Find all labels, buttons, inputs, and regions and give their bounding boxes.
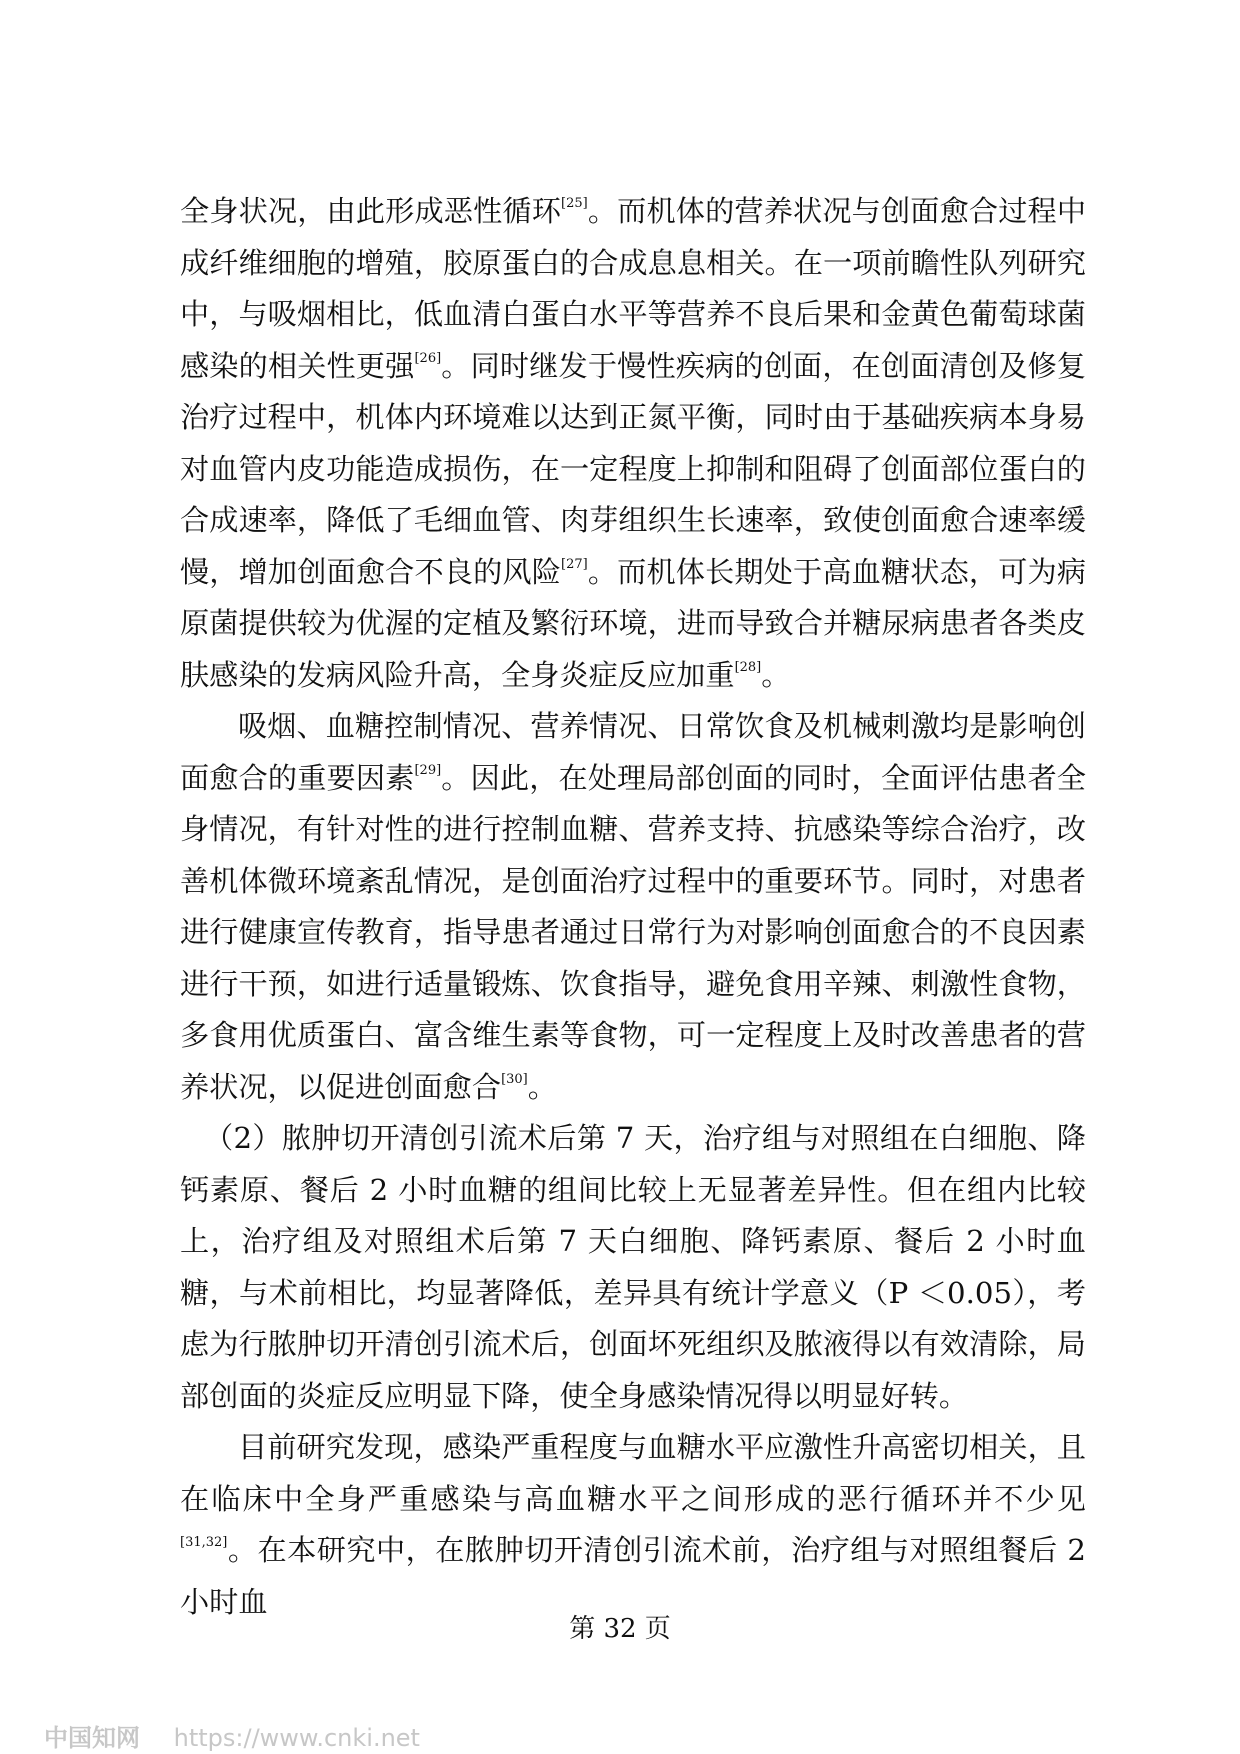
watermark-url: https://www.cnki.net <box>173 1724 420 1752</box>
citation-marker: [29] <box>414 762 442 778</box>
citation-marker: [30] <box>501 1071 528 1087</box>
page-number: 第 32 页 <box>569 1614 671 1644</box>
paragraph-text: 目前研究发现，感染严重程度与血糖水平应激性升高密切相关，且在临床中全身严重感染与高血糖水平之间形成的恶行循环并不少见 <box>180 1430 1086 1516</box>
paragraph-text: 。而机体长期处于高血糖状态，可为病原菌提供较为优渥的定植及繁衍环境，进而导致合并糖尿病患者各类皮肤感染的发病风险升高，全身炎症反应加重 <box>180 554 1087 692</box>
paragraph-text: 吸烟、血糖控制情况、营养情况、日常饮食及机械刺激均是影响创面愈合的重要因素 <box>180 709 1086 795</box>
citation-marker: [27] <box>561 556 588 572</box>
paragraph-text: 全身状况，由此形成恶性循环 <box>180 194 562 228</box>
page-body <box>180 186 1086 1628</box>
paragraph-text: 。而机体的营养状况与创面愈合过程中成纤维细胞的增殖，胶原蛋白的合成息息相关。在一项前瞻性队列研究中，与吸烟相比，低血清白蛋白水平等营养不良后果和金黄色葡萄球菌感染的相关性更强 <box>180 194 1087 383</box>
paragraph-text: 。 <box>761 657 791 692</box>
citation-marker: [28] <box>734 659 762 675</box>
paragraph-4 <box>180 1422 1086 1628</box>
citation-marker: [26] <box>414 350 442 366</box>
paragraph-text: 。 <box>527 1069 557 1104</box>
paragraph-text: 。在本研究中，在脓肿切开清创引流术前，治疗组与对照组餐后 2 小时血 <box>180 1533 1086 1619</box>
watermark-site-name: 中国知网 <box>44 1724 140 1752</box>
paragraph-text: 。因此，在处理局部创面的同时，全面评估患者全身情况，有针对性的进行控制血糖、营养支持、抗感染等综合治疗，改善机体微环境紊乱情况，是创面治疗过程中的重要环节。同时，对患者进行健康宣传教育，指导患者通过日常行为对影响创面愈合的不良因素进行干预，如进行适量锻炼、饮食指导，避免食用辛辣、刺激性食物，多食用优质蛋白、富含维生素等食物，可一定程度上及时改善患者的营养状况，以促进创面愈合 <box>180 760 1086 1104</box>
paragraph-text: 。同时继发于慢性疾病的创面，在创面清创及修复治疗过程中，机体内环境难以达到正氮平衡，同时由于基础疾病本身易对血管内皮功能造成损伤，在一定程度上抑制和阻碍了创面部位蛋白的合成速率，降低了毛细血管、肉芽组织生长速率，致使创面愈合速率缓慢，增加创面愈合不良的风险 <box>180 348 1086 589</box>
citation-marker: [31,32] <box>180 1535 228 1550</box>
paragraph-3 <box>180 1113 1086 1422</box>
watermark <box>44 1718 420 1753</box>
citation-marker: [25] <box>561 196 588 211</box>
paragraph-2 <box>180 701 1086 1113</box>
paragraph-text: （2）脓肿切开清创引流术后第 7 天，治疗组与对照组在白细胞、降钙素原、餐后 2 小时血糖的组间比较上无显著差异性。但在组内比较上，治疗组及对照组术后第 7 天白细胞、降钙素原、餐后 2 小时血糖，与术前相比，均显著降低，差异具有统计学意义（P ＜0.05），考虑为行脓肿切开清创引流术后，创面坏死组织及脓液得以有效清除，局部创面的炎症反应明显下降，使全身感染情况得以明显好转。 <box>180 1121 1086 1413</box>
paragraph-1 <box>180 186 1086 701</box>
